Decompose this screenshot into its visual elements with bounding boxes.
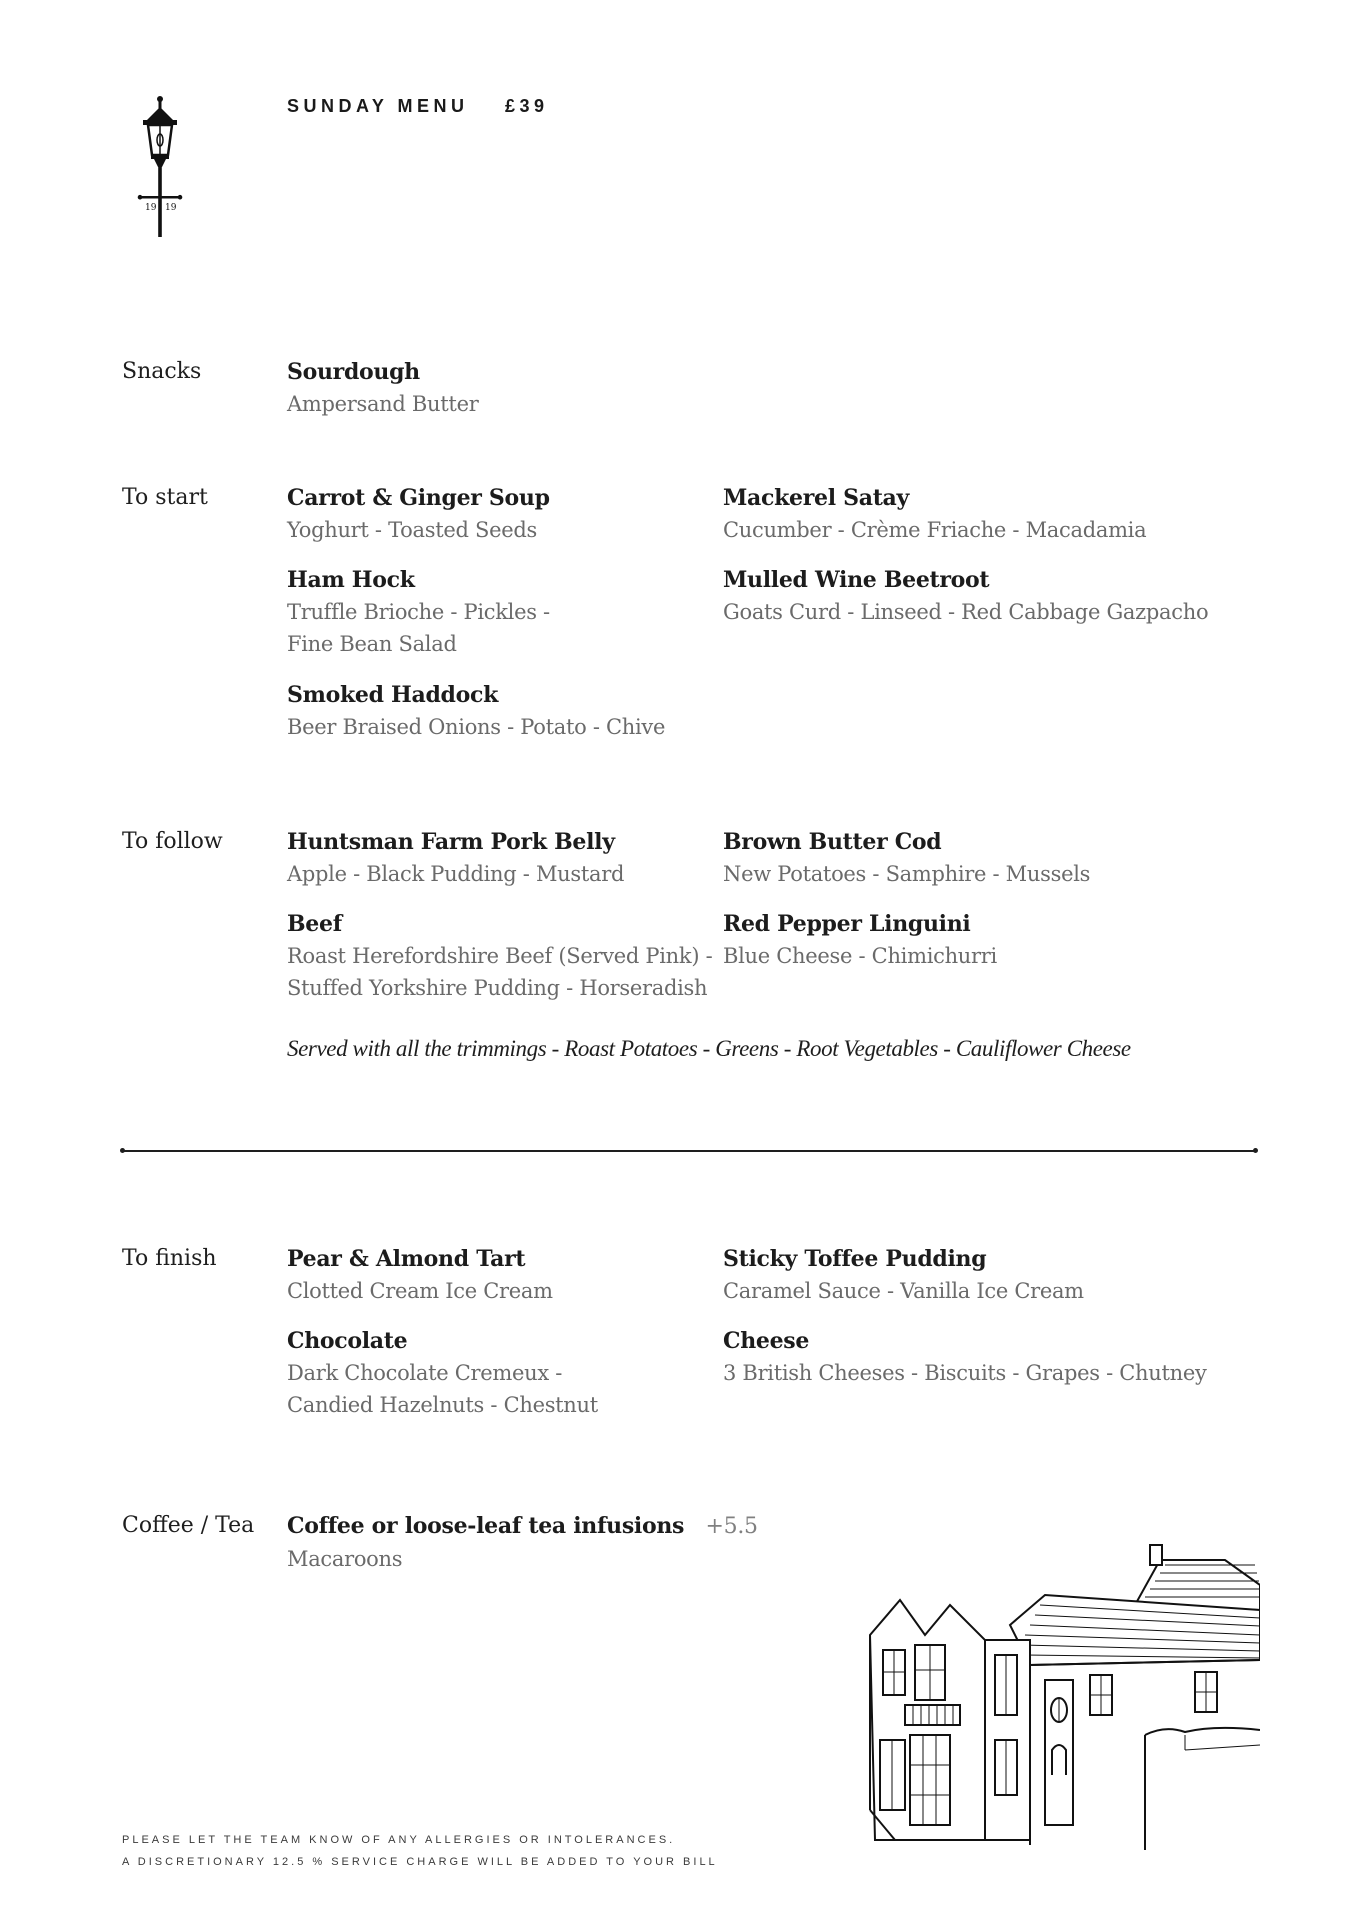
menu-price: £39 (505, 96, 549, 116)
dish-name: Carrot & Ginger Soup (287, 485, 550, 511)
dish-description: Goats Curd - Linseed - Red Cabbage Gazpacho (723, 600, 1209, 624)
logo-numeral-right: 19 (165, 203, 177, 213)
dish-name: Ham Hock (287, 567, 415, 593)
dish-cheese (723, 1325, 1207, 1389)
supplement-price: +5.5 (705, 1514, 758, 1539)
dish-pork-belly (287, 826, 624, 890)
allergy-notice: PLEASE LET THE TEAM KNOW OF ANY ALLERGIES OR INTOLERANCES. (122, 1834, 676, 1846)
dish-name: Mulled Wine Beetroot (723, 567, 990, 593)
dish-description: Fine Bean Salad (287, 632, 457, 656)
logo-numeral-left: 19 (145, 203, 157, 213)
dish-chocolate (287, 1325, 598, 1421)
dish-name-row (287, 1510, 758, 1543)
building-illustration (865, 1540, 1260, 1855)
dish-smoked-haddock (287, 679, 665, 743)
dish-name: Sourdough (287, 359, 420, 385)
dish-sourdough (287, 356, 478, 420)
menu-title: SUNDAY MENU (287, 96, 469, 116)
dish-name: Beef (287, 911, 342, 937)
dish-description: Candied Hazelnuts - Chestnut (287, 1393, 598, 1417)
section-label-coffee-tea: Coffee / Tea (122, 1513, 255, 1538)
dish-description: Yoghurt - Toasted Seeds (287, 518, 537, 542)
dish-name: Smoked Haddock (287, 682, 499, 708)
dish-name: Cheese (723, 1328, 810, 1354)
dish-description: Beer Braised Onions - Potato - Chive (287, 715, 666, 739)
dish-description: New Potatoes - Samphire - Mussels (723, 862, 1091, 886)
dish-mulled-wine-beetroot (723, 564, 1208, 628)
dish-beef (287, 908, 712, 1004)
dish-description: Macaroons (287, 1547, 403, 1571)
dish-brown-butter-cod (723, 826, 1090, 890)
dish-name: Brown Butter Cod (723, 829, 942, 855)
dish-description: Dark Chocolate Cremeux - (287, 1361, 563, 1385)
section-divider (122, 1150, 1256, 1152)
dish-carrot-ginger-soup (287, 482, 550, 546)
section-label-to-finish: To finish (122, 1246, 217, 1271)
lamp-logo (130, 95, 190, 240)
dish-name: Pear & Almond Tart (287, 1246, 526, 1272)
dish-coffee-tea (287, 1510, 758, 1575)
dish-name: Coffee or loose-leaf tea infusions (287, 1513, 685, 1539)
dish-mackerel-satay (723, 482, 1146, 546)
dish-name: Chocolate (287, 1328, 408, 1354)
dish-sticky-toffee-pudding (723, 1243, 1084, 1307)
dish-description: Roast Herefordshire Beef (Served Pink) - (287, 944, 713, 968)
section-label-to-start: To start (122, 485, 208, 510)
dish-name: Huntsman Farm Pork Belly (287, 829, 615, 855)
dish-ham-hock (287, 564, 550, 660)
dish-description: Stuffed Yorkshire Pudding - Horseradish (287, 976, 708, 1000)
section-label-to-follow: To follow (122, 829, 223, 854)
dish-description: 3 British Cheeses - Biscuits - Grapes - Chutney (723, 1361, 1207, 1385)
dish-pear-almond-tart (287, 1243, 553, 1307)
dish-name: Mackerel Satay (723, 485, 909, 511)
dish-description: Caramel Sauce - Vanilla Ice Cream (723, 1279, 1084, 1303)
dish-description: Blue Cheese - Chimichurri (723, 944, 997, 968)
section-label-snacks: Snacks (122, 359, 202, 384)
dish-description: Truffle Brioche - Pickles - (287, 600, 550, 624)
service-charge-notice: A DISCRETIONARY 12.5 % SERVICE CHARGE WILL BE ADDED TO YOUR BILL (122, 1856, 718, 1868)
dish-description: Cucumber - Crème Friache - Macadamia (723, 518, 1147, 542)
trimmings-note: Served with all the trimmings - Roast Potatoes - Greens - Root Vegetables - Cauliflower Cheese (287, 1036, 1131, 1061)
dish-description: Ampersand Butter (287, 392, 479, 416)
dish-red-pepper-linguini (723, 908, 997, 972)
dish-description: Apple - Black Pudding - Mustard (287, 862, 625, 886)
dish-name: Sticky Toffee Pudding (723, 1246, 987, 1272)
dish-description: Clotted Cream Ice Cream (287, 1279, 553, 1303)
dish-name: Red Pepper Linguini (723, 911, 971, 937)
